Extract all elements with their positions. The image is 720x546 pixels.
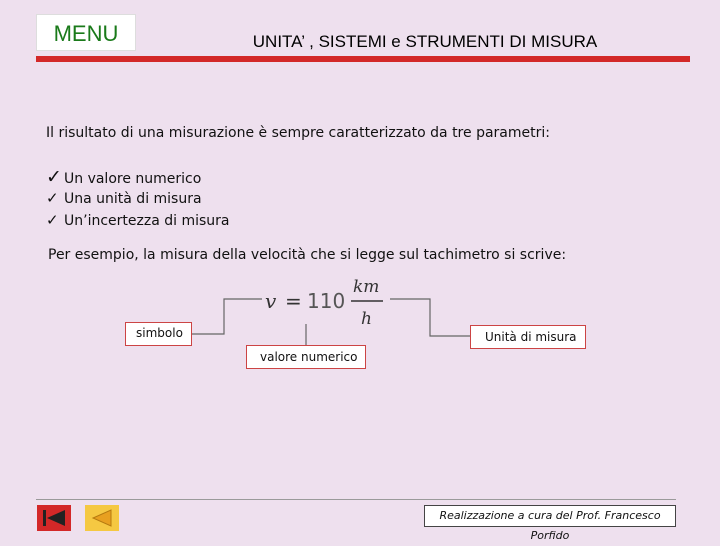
connector-simbolo — [192, 299, 262, 334]
list-item-label: Una unità di misura — [64, 191, 202, 207]
connector-unita — [390, 299, 470, 336]
menu-button[interactable]: MENU — [36, 14, 136, 51]
list-item-label: Un valore numerico — [64, 171, 202, 187]
arrow-left-icon — [85, 505, 119, 531]
first-slide-button[interactable] — [37, 505, 71, 531]
intro-text: Il risultato di una misurazione è sempre caratterizzato da tre parametri: — [46, 125, 550, 141]
page-title: UNITA’ , SISTEMI e STRUMENTI DI MISURA — [252, 32, 598, 51]
credit-box: Realizzazione a cura del Prof. Francesco Porfido — [424, 505, 676, 527]
velocity-formula — [255, 270, 395, 330]
label-valore-numerico: valore numerico — [246, 345, 366, 369]
formula-value: 110 — [307, 289, 346, 313]
example-text: Per esempio, la misura della velocità che si legge sul tachimetro si scrive: — [48, 247, 567, 263]
label-simbolo: simbolo — [125, 322, 192, 346]
checkmark-icon: ✓ — [46, 189, 59, 207]
formula-unit-denominator: h — [361, 309, 372, 329]
checkmark-icon: ✓ — [46, 166, 62, 188]
label-unita-di-misura: Unità di misura — [470, 325, 586, 349]
formula-symbol: v — [265, 289, 277, 313]
checkmark-icon: ✓ — [46, 211, 59, 229]
list-item-label: Un’incertezza di misura — [64, 213, 230, 229]
formula-unit-numerator: km — [353, 277, 380, 297]
previous-slide-button[interactable] — [85, 505, 119, 531]
skip-back-icon — [37, 505, 71, 531]
formula-equals: = — [285, 289, 302, 313]
footer-divider — [36, 499, 676, 500]
